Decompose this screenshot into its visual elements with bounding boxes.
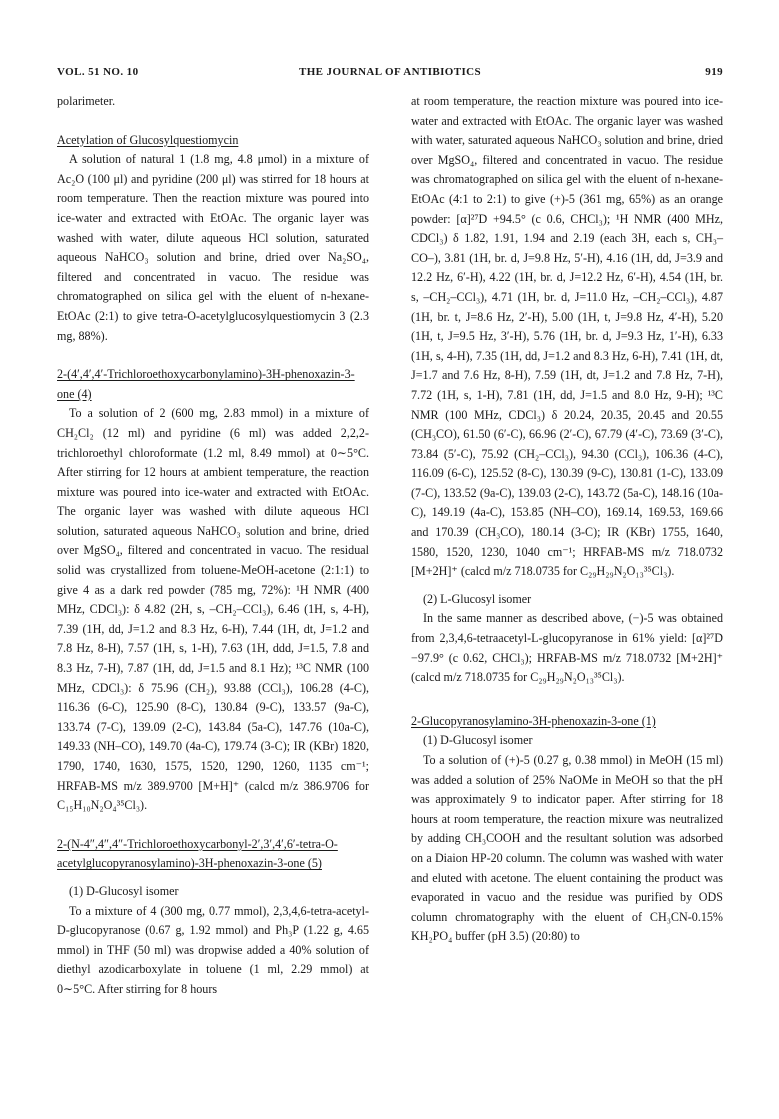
journal-title: THE JOURNAL OF ANTIBIOTICS (298, 66, 482, 78)
subsection-label: (1) D-Glucosyl isomer (423, 733, 533, 748)
section-heading: 2-(N-4″,4″,4″-Trichloroethoxycarbonyl-2′,3′,4′,6′-tetra-O-acetylglucopyranosylamino)-3H-phenoxazin-3-one (5) (57, 836, 338, 871)
section-heading: Acetylation of Glucosylquestiomycin (57, 132, 239, 147)
paragraph: To a solution of 2 (600 mg, 2.83 mmol) in a mixture of CH₂Cl₂ (12 ml) and pyridine (6 ml) was added 2,2,2-trichloroethyl chloroformate (1.2 ml, 8.49 mmol) at 0∼5°C. After stirring for 12 hours at ambient temperature, the reaction mixture was poured into ice-water and extracted with EtOAc. The organic layer was washed with dilute aqueous HCl solution, saturated aqueous NaHCO₃ solution and brine, dried over MgSO₄, filtered and concentrated in vacuo. The residual solid was crystallized from toluene-MeOH-acetone (2:1:1) to give 4 as a dark red powder (785 mg, 72%): ¹H NMR (400 MHz, CDCl₃): δ 4.82 (2H, s, –CH₂–CCl₃), 6.46 (1H, s, 4-H), 7.39 (1H, dd, J=1.2 and 8.3 Hz, 6-H), 7.44 (1H, dt, J=1.2 and 7.8 Hz, 8-H), 7.57 (1H, s, 1-H), 7.63 (1H, ddd, J=1.5, 7.8 and 8.3 Hz, 7-H), 7.87 (1H, dd, J=1.5 and 8.1 Hz); ¹³C NMR (100 MHz, CDCl₃): δ 75.96 (CH₂), 93.88 (CCl₃), 106.28 (4-C), 116.36 (6-C), 125.90 (8-C), 130.84 (9-C), 133.57 (9a-C), 133.74 (7-C), 139.09 (2-C), 143.84 (5a-C), 147.76 (10a-C), 149.33 (NH–CO), 149.70 (4a-C), 179.74 (3-C); IR (KBr) 1820, 1790, 1740, 1630, 1575, 1520, 1290, 1260, 1135 cm⁻¹; HRFAB-MS m/z 389.9700 [M+H]⁺ (calcd m/z 386.9706 for C₁₅H₁₀N₂O₄³⁵Cl₃). (57, 406, 369, 813)
paragraph: To a solution of (+)-5 (0.27 g, 0.38 mmol) in MeOH (15 ml) was added a solution of 25% NaOMe in MeOH so that the pH was approximately 9 to indicator paper. After stirring for 18 hours at room temperature, the reaction mixure was neutralized by adding CH₃COOH and the resultant solution was adsorbed on a Diaion HP-20 column. The column was washed with water and eluted with acetone. The eluent containing the product was evaporated in vacuo and the residue was purified by ODS column chromatography with the eluent of CH₃CN-0.15% KH₂PO₄ buffer (pH 3.5) (20:80) to (411, 753, 723, 944)
paragraph: A solution of natural 1 (1.8 mg, 4.8 μmol) in a mixture of Ac₂O (100 μl) and pyridine (200 μl) was stirred for 18 hours at room temperature. Then the reaction mixture was poured into ice-water and extracted with EtOAc. The organic layer was washed with water, dilute aqueous HCl solution, saturated aqueous NaHCO₃ solution and brine, dried over Na₂SO₄, filtered and concentrated in vacuo. The residue was chromatographed on silica gel with the eluent of n-hexane-EtOAc (2:1) to give tetra-O-acetylglucosylquestiomycin 3 (2.3 mg, 88%). (57, 152, 369, 343)
subsection-label: (1) D-Glucosyl isomer (69, 883, 179, 898)
volume-label: VOL. 51 NO. 10 (57, 66, 139, 78)
paragraph: To a mixture of 4 (300 mg, 0.77 mmol), 2,3,4,6-tetra-acetyl-D-glucopyranose (0.67 g, 1.92 mmol) and Ph₃P (1.22 g, 4.65 mmol) in THF (50 ml) was dropwise added a 40% solution of diethyl azodicarboxylate in toluene (1 ml, 2.29 mmol) at 0∼5°C. After stirring for 8 hours (57, 903, 369, 996)
paragraph: In the same manner as described above, (−)-5 was obtained from 2,3,4,6-tetraacetyl-L-glucopyranose in 61% yield: [α]²⁷D −97.9° (c 0.62, CHCl₃); HRFAB-MS m/z 718.0732 [M+2H]⁺ (calcd m/z 718.0735 for C₂₉H₂₉N₂O₁₃³⁵Cl₃). (411, 611, 723, 685)
subsection-label: (2) L-Glucosyl isomer (423, 591, 532, 606)
section-heading: 2-Glucopyranosylamino-3H-phenoxazin-3-one (1) (411, 713, 656, 728)
right-column (411, 92, 723, 947)
section-heading: 2-(4′,4′,4′-Trichloroethoxycarbonylamino)-3H-phenoxazin-3-one (4) (57, 367, 355, 401)
paragraph: at room temperature, the reaction mixture was poured into ice-water and extracted with EtOAc. The organic layer was washed with water, saturated aqueous NaHCO₃ solution and brine, dried over MgSO₄, filtered and concentrated in vacuo. The residue was chromatographed on silica gel with the eluent of n-hexane-EtOAc (4:1 to 2:1) to give (+)-5 (361 mg, 65%) as an orange powder: [α]²⁷D +94.5° (c 0.6, CHCl₃); ¹H NMR (400 MHz, CDCl₃) δ 1.82, 1.91, 1.94 and 2.19 (each 3H, each s, CH₃–CO–), 3.81 (1H, br. d, J=9.8 Hz, 5′-H), 4.16 (1H, dd, J=3.9 and 12.2 Hz, 6′-H), 4.22 (1H, br. d, J=12.2 Hz, 6′-H), 4.54 (1H, br. s, –CH₂–CCl₃), 4.71 (1H, br. d, J=11.0 Hz, –CH₂–CCl₃), 4.87 (1H, br. t, J=8.6 Hz, 2′-H), 5.00 (1H, t, J=9.8 Hz, 4′-H), 5.20 (1H, t, J=9.5 Hz, 3′-H), 5.76 (1H, br. d, J=9.3 Hz, 1′-H), 6.33 (1H, s, 4-H), 7.35 (1H, dd, J=1.2 and 8.3 Hz, 6-H), 7.41 (1H, dt, J=1.7 and 7.6 Hz, 8-H), 7.59 (1H, dt, J=1.2 and 7.8 Hz, 7-H), 7.72 (1H, s, 1-H), 7.81 (1H, dd, J=1.5 and 8.0 Hz, 9-H); ¹³C NMR (100 MHz, CDCl₃) δ 20.24, 20.35, 20.45 and 20.55 (CH₃CO), 61.50 (6′-C), 66.96 (2′-C), 67.79 (4′-C), 73.69 (3′-C), 73.84 (5′-C), 75.92 (CH₂–CCl₃), 94.30 (CCl₃), 106.36 (4-C), 116.09 (6-C), 125.52 (8-C), 130.39 (9-C), 130.81 (1-C), 133.09 (7-C), 133.52 (9a-C), 139.03 (2-C), 143.72 (5a-C), 148.16 (10a-C), 149.19 (4a-C), 153.85 (NH–CO), 169.14, 169.53, 169.66 and 170.39 (CH₃CO), 180.14 (3-C); IR (KBr) 1755, 1640, 1580, 1520, 1230, 1040 cm⁻¹; HRFAB-MS m/z 718.0732 [M+2H]⁺ (calcd m/z 718.0735 for C₂₉H₂₉N₂O₁₃³⁵Cl₃). (411, 94, 723, 579)
paragraph: polarimeter. (57, 94, 116, 108)
left-column (57, 92, 369, 1000)
page-number: 919 (705, 66, 723, 78)
running-header (57, 66, 723, 84)
